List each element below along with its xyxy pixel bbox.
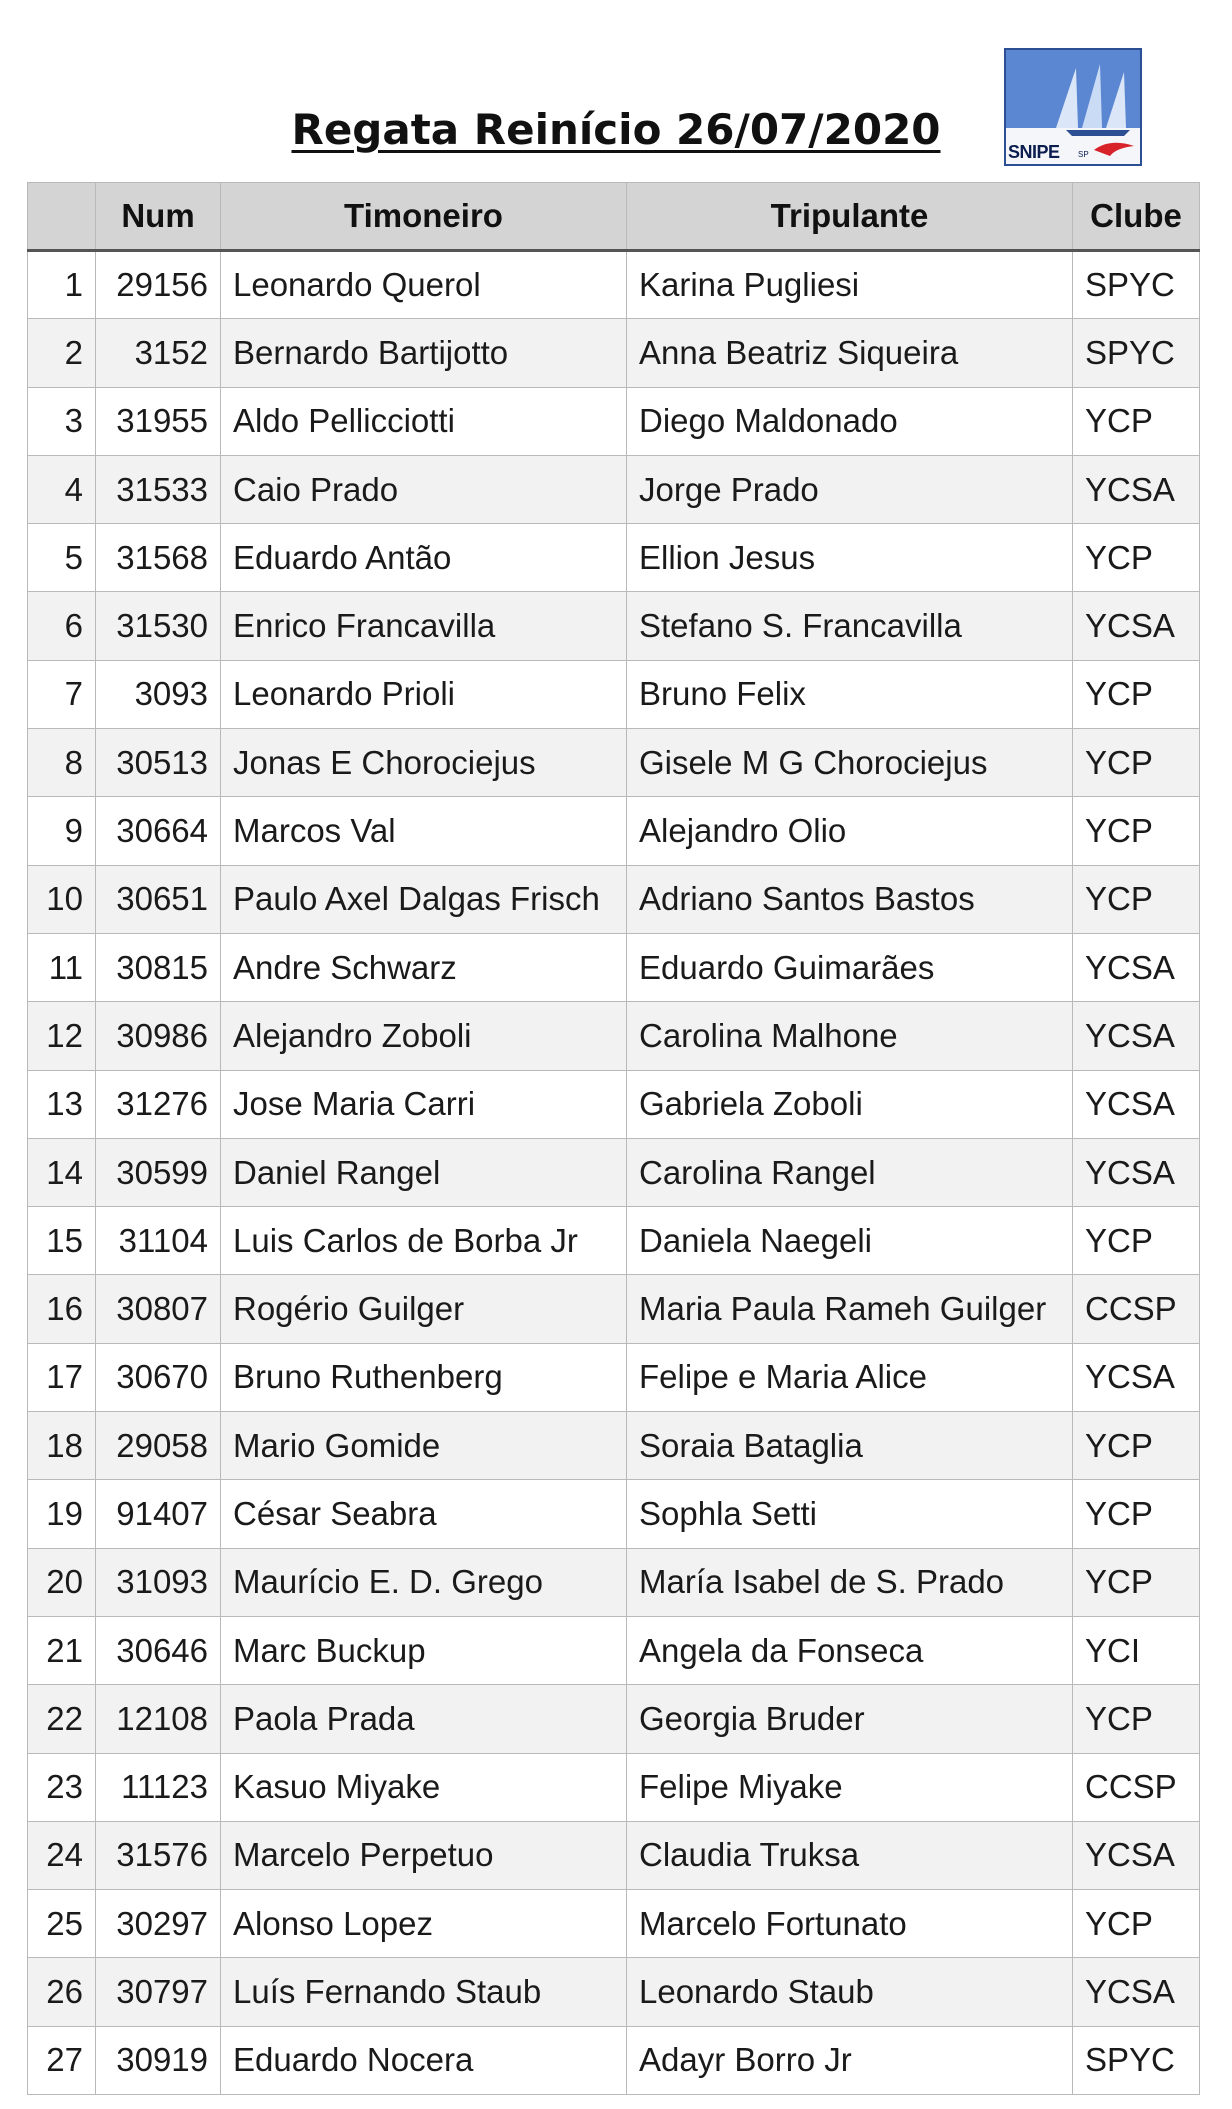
cell-tripulante: Leonardo Staub (627, 1958, 1073, 2026)
table-row (28, 797, 1200, 865)
cell-clube: CCSP (1073, 1275, 1200, 1343)
cell-clube: YCI (1073, 1616, 1200, 1684)
cell-tripulante: Maria Paula Rameh Guilger (627, 1275, 1073, 1343)
cell-timoneiro: Marcos Val (221, 797, 627, 865)
cell-tripulante: Eduardo Guimarães (627, 933, 1073, 1001)
column-header-num: Num (96, 183, 221, 251)
table-row (28, 1753, 1200, 1821)
table-row (28, 251, 1200, 319)
cell-tripulante: Alejandro Olio (627, 797, 1073, 865)
table-row (28, 1616, 1200, 1684)
column-header-timoneiro: Timoneiro (221, 183, 627, 251)
table-row (28, 592, 1200, 660)
cell-tripulante: Soraia Bataglia (627, 1412, 1073, 1480)
column-header-clube: Clube (1073, 183, 1200, 251)
snipe-logo (1004, 48, 1142, 166)
cell-clube: YCSA (1073, 1002, 1200, 1070)
cell-position: 17 (28, 1343, 96, 1411)
cell-tripulante: Daniela Naegeli (627, 1207, 1073, 1275)
cell-sail-number: 30986 (96, 1002, 221, 1070)
cell-timoneiro: Leonardo Prioli (221, 660, 627, 728)
cell-tripulante: Felipe e Maria Alice (627, 1343, 1073, 1411)
table-row (28, 1890, 1200, 1958)
table-row (28, 865, 1200, 933)
cell-position: 16 (28, 1275, 96, 1343)
cell-clube: YCSA (1073, 592, 1200, 660)
results-table (27, 182, 1200, 2095)
table-row (28, 2026, 1200, 2094)
cell-tripulante: Anna Beatriz Siqueira (627, 319, 1073, 387)
cell-timoneiro: Marc Buckup (221, 1616, 627, 1684)
cell-position: 7 (28, 660, 96, 728)
cell-sail-number: 30651 (96, 865, 221, 933)
cell-position: 13 (28, 1070, 96, 1138)
column-header-tripulante: Tripulante (627, 183, 1073, 251)
cell-tripulante: Carolina Malhone (627, 1002, 1073, 1070)
cell-clube: YCSA (1073, 1343, 1200, 1411)
table-row (28, 1002, 1200, 1070)
cell-position: 9 (28, 797, 96, 865)
table-row (28, 1821, 1200, 1889)
cell-clube: YCP (1073, 1548, 1200, 1616)
cell-clube: SPYC (1073, 319, 1200, 387)
table-row (28, 1685, 1200, 1753)
cell-clube: YCSA (1073, 933, 1200, 1001)
cell-position: 8 (28, 729, 96, 797)
table-row (28, 1343, 1200, 1411)
cell-sail-number: 3152 (96, 319, 221, 387)
cell-position: 14 (28, 1138, 96, 1206)
cell-timoneiro: Caio Prado (221, 455, 627, 523)
cell-clube: YCSA (1073, 1070, 1200, 1138)
cell-tripulante: Ellion Jesus (627, 524, 1073, 592)
cell-clube: YCP (1073, 524, 1200, 592)
cell-timoneiro: Alejandro Zoboli (221, 1002, 627, 1070)
cell-tripulante: María Isabel de S. Prado (627, 1548, 1073, 1616)
cell-timoneiro: Paola Prada (221, 1685, 627, 1753)
table-row (28, 729, 1200, 797)
table-row (28, 933, 1200, 1001)
cell-position: 11 (28, 933, 96, 1001)
cell-sail-number: 30807 (96, 1275, 221, 1343)
table-header (28, 183, 1200, 251)
cell-sail-number: 30797 (96, 1958, 221, 2026)
cell-tripulante: Gabriela Zoboli (627, 1070, 1073, 1138)
column-header-position (28, 183, 96, 251)
cell-tripulante: Sophla Setti (627, 1480, 1073, 1548)
cell-timoneiro: Rogério Guilger (221, 1275, 627, 1343)
cell-clube: YCP (1073, 797, 1200, 865)
table-row (28, 1207, 1200, 1275)
cell-sail-number: 31955 (96, 387, 221, 455)
cell-position: 26 (28, 1958, 96, 2026)
cell-sail-number: 30297 (96, 1890, 221, 1958)
cell-position: 22 (28, 1685, 96, 1753)
cell-sail-number: 29058 (96, 1412, 221, 1480)
cell-timoneiro: Bruno Ruthenberg (221, 1343, 627, 1411)
cell-clube: YCSA (1073, 455, 1200, 523)
table-row (28, 1138, 1200, 1206)
cell-sail-number: 12108 (96, 1685, 221, 1753)
cell-sail-number: 3093 (96, 660, 221, 728)
cell-clube: YCP (1073, 387, 1200, 455)
cell-tripulante: Claudia Truksa (627, 1821, 1073, 1889)
cell-clube: YCSA (1073, 1958, 1200, 2026)
cell-tripulante: Angela da Fonseca (627, 1616, 1073, 1684)
cell-tripulante: Karina Pugliesi (627, 251, 1073, 319)
logo-subtext: SP (1078, 150, 1089, 159)
table-row (28, 387, 1200, 455)
cell-timoneiro: Leonardo Querol (221, 251, 627, 319)
cell-sail-number: 30815 (96, 933, 221, 1001)
cell-timoneiro: Enrico Francavilla (221, 592, 627, 660)
cell-timoneiro: Luís Fernando Staub (221, 1958, 627, 2026)
cell-sail-number: 11123 (96, 1753, 221, 1821)
header-row (28, 183, 1200, 251)
cell-timoneiro: Eduardo Antão (221, 524, 627, 592)
table-row (28, 455, 1200, 523)
cell-clube: YCP (1073, 1685, 1200, 1753)
cell-sail-number: 30664 (96, 797, 221, 865)
cell-timoneiro: Maurício E. D. Grego (221, 1548, 627, 1616)
cell-sail-number: 31533 (96, 455, 221, 523)
cell-position: 20 (28, 1548, 96, 1616)
table-row (28, 524, 1200, 592)
cell-position: 19 (28, 1480, 96, 1548)
cell-position: 6 (28, 592, 96, 660)
table-row (28, 1412, 1200, 1480)
cell-position: 27 (28, 2026, 96, 2094)
cell-tripulante: Carolina Rangel (627, 1138, 1073, 1206)
cell-timoneiro: Aldo Pellicciotti (221, 387, 627, 455)
cell-tripulante: Bruno Felix (627, 660, 1073, 728)
cell-tripulante: Adriano Santos Bastos (627, 865, 1073, 933)
cell-tripulante: Adayr Borro Jr (627, 2026, 1073, 2094)
cell-timoneiro: Eduardo Nocera (221, 2026, 627, 2094)
cell-clube: YCSA (1073, 1821, 1200, 1889)
cell-clube: YCP (1073, 729, 1200, 797)
cell-sail-number: 31576 (96, 1821, 221, 1889)
cell-clube: YCP (1073, 865, 1200, 933)
cell-tripulante: Georgia Bruder (627, 1685, 1073, 1753)
cell-clube: YCP (1073, 1480, 1200, 1548)
cell-clube: SPYC (1073, 251, 1200, 319)
cell-timoneiro: Daniel Rangel (221, 1138, 627, 1206)
cell-sail-number: 31104 (96, 1207, 221, 1275)
cell-clube: YCP (1073, 1412, 1200, 1480)
cell-tripulante: Diego Maldonado (627, 387, 1073, 455)
cell-timoneiro: Jose Maria Carri (221, 1070, 627, 1138)
cell-clube: YCSA (1073, 1138, 1200, 1206)
cell-position: 24 (28, 1821, 96, 1889)
cell-sail-number: 91407 (96, 1480, 221, 1548)
cell-position: 15 (28, 1207, 96, 1275)
cell-position: 10 (28, 865, 96, 933)
cell-clube: SPYC (1073, 2026, 1200, 2094)
cell-sail-number: 29156 (96, 251, 221, 319)
cell-position: 12 (28, 1002, 96, 1070)
table-row (28, 1070, 1200, 1138)
cell-tripulante: Gisele M G Chorociejus (627, 729, 1073, 797)
cell-sail-number: 30513 (96, 729, 221, 797)
cell-sail-number: 30919 (96, 2026, 221, 2094)
cell-clube: YCP (1073, 1890, 1200, 1958)
table-row (28, 660, 1200, 728)
table-body (28, 251, 1200, 2095)
cell-timoneiro: Bernardo Bartijotto (221, 319, 627, 387)
cell-timoneiro: Jonas E Chorociejus (221, 729, 627, 797)
cell-sail-number: 30599 (96, 1138, 221, 1206)
cell-sail-number: 31276 (96, 1070, 221, 1138)
cell-sail-number: 31093 (96, 1548, 221, 1616)
cell-tripulante: Felipe Miyake (627, 1753, 1073, 1821)
table-row (28, 1480, 1200, 1548)
cell-sail-number: 31568 (96, 524, 221, 592)
cell-position: 18 (28, 1412, 96, 1480)
cell-position: 23 (28, 1753, 96, 1821)
cell-position: 5 (28, 524, 96, 592)
cell-position: 1 (28, 251, 96, 319)
cell-position: 21 (28, 1616, 96, 1684)
cell-position: 2 (28, 319, 96, 387)
cell-timoneiro: César Seabra (221, 1480, 627, 1548)
table-row (28, 1275, 1200, 1343)
cell-position: 25 (28, 1890, 96, 1958)
cell-position: 4 (28, 455, 96, 523)
cell-timoneiro: Mario Gomide (221, 1412, 627, 1480)
cell-timoneiro: Paulo Axel Dalgas Frisch (221, 865, 627, 933)
cell-tripulante: Marcelo Fortunato (627, 1890, 1073, 1958)
cell-tripulante: Stefano S. Francavilla (627, 592, 1073, 660)
page-title-text: Regata Reinício 26/07/2020 (291, 105, 941, 154)
cell-timoneiro: Alonso Lopez (221, 1890, 627, 1958)
cell-tripulante: Jorge Prado (627, 455, 1073, 523)
table-row (28, 1548, 1200, 1616)
cell-position: 3 (28, 387, 96, 455)
cell-clube: CCSP (1073, 1753, 1200, 1821)
table-row (28, 1958, 1200, 2026)
logo-text: SNIPE (1008, 142, 1060, 162)
cell-timoneiro: Kasuo Miyake (221, 1753, 627, 1821)
cell-timoneiro: Andre Schwarz (221, 933, 627, 1001)
cell-sail-number: 31530 (96, 592, 221, 660)
cell-timoneiro: Marcelo Perpetuo (221, 1821, 627, 1889)
cell-clube: YCP (1073, 660, 1200, 728)
cell-timoneiro: Luis Carlos de Borba Jr (221, 1207, 627, 1275)
cell-clube: YCP (1073, 1207, 1200, 1275)
cell-sail-number: 30646 (96, 1616, 221, 1684)
cell-sail-number: 30670 (96, 1343, 221, 1411)
table-row (28, 319, 1200, 387)
